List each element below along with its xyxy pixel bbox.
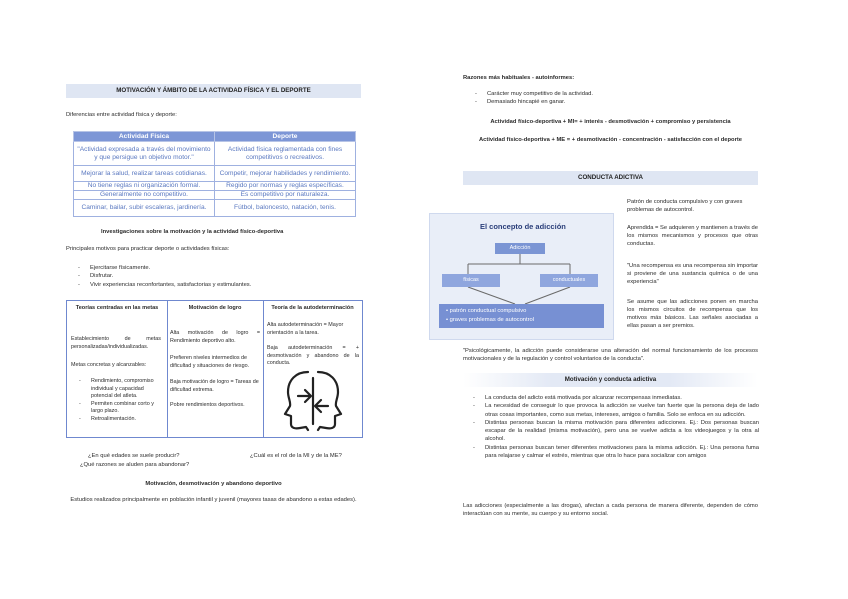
diagram-bullet-1-text: patrón conductual compulsivo <box>449 308 527 314</box>
theory-sd-p1: Alta autodeterminación = Mayor orientación a la tarea. <box>267 322 344 336</box>
list-item: - Ejercitarse físicamente. <box>78 264 358 272</box>
closing-text: Las adicciones (especialmente a las drogas), afectan a cada persona de manera diferente, dependen de cómo interactúan con su mente, su cuerpo y su entorno social. <box>463 503 758 517</box>
theory-sd-p2: Baja autodeterminación = + desmotivación y abandono de la conducta. <box>267 345 359 367</box>
theory-achievement-p2: Prefieren niveles intermedios de dificultad y situaciones de riesgo. <box>170 355 250 369</box>
table-cell: Competir, mejorar habilidades y rendimiento. <box>215 166 356 182</box>
dropout-text: Estudios realizados principalmente en población infantil y juvenil (mayores tasas de abandono a estas edades). <box>70 497 357 503</box>
comparison-table <box>73 131 356 217</box>
addiction-side-p4: Se asume que las adicciones ponen en marcha los mismos circuitos de recompensa que los motivos más básicos. Las señales asociadas a ellas pasan a ser premios. <box>627 299 758 329</box>
theory-goals-list <box>79 378 165 424</box>
motives-list <box>78 264 358 289</box>
table-cell: "Actividad expresada a través del movimiento y que persigue un objetivo motor." <box>74 142 215 166</box>
table-cell: Caminar, bailar, subir escaleras, jardinería. <box>74 200 215 217</box>
theory-goals-p1: Establecimiento de metas personalizadas/individualizadas. <box>71 336 161 350</box>
question-ages: ¿En qué edades se suele producir? <box>88 453 180 459</box>
diagram-bullet-1: • patrón conductual compulsivo <box>446 308 527 314</box>
reasons-list <box>475 90 755 107</box>
addiction-side-p2: Aprendida = Se adquieren y mantienen a través de los mismos mecanismos y procesos que otras conductas. <box>627 225 759 247</box>
theory-achievement <box>167 301 264 437</box>
section-title-addiction: CONDUCTA ADICTIVA <box>463 171 758 185</box>
motivation-addiction-heading: Motivación y conducta adictiva <box>463 373 758 387</box>
addiction-diagram <box>429 213 614 340</box>
list-item: - Rendimiento, compromiso individual y capacidad potencial del atleta. <box>79 378 165 401</box>
question-mi-me: ¿Cuál es el rol de la MI y de la ME? <box>250 453 342 459</box>
theory-achievement-title: Motivación de logro <box>188 305 242 311</box>
list-item: - La necesidad de conseguir lo que provoca la adicción se vuelve tan fuerte que la persona deja de lado otras cosas importantes, como sus metas, intereses, amigos o familia. Solo se enfoca en su adicción. <box>473 402 759 419</box>
diagram-bullet-2: • graves problemas de autocontrol <box>446 317 535 323</box>
theory-goals-p2: Metas concretas y alcanzables: <box>71 362 147 368</box>
list-item: - La conducta del adicto está motivada por alcanzar recompensas inmediatas. <box>473 394 759 402</box>
diagram-left-box: físicas <box>442 274 500 287</box>
addiction-quote: "Psicológicamente, la adicción puede considerarse una alteración del normal funcionamiento de los procesos motivacionales y de la regulación y control voluntarios de la conducta". <box>463 348 758 362</box>
section-title-motivation: MOTIVACIÓN Y ÁMBITO DE LA ACTIVIDAD FÍSICA Y EL DEPORTE <box>66 84 361 98</box>
theory-selfdetermination <box>263 301 362 437</box>
intro-text: Diferencias entre actividad física y deporte: <box>66 112 177 118</box>
table-cell: Generalmente no competitivo. <box>74 191 215 200</box>
diagram-right-box: conductuales <box>540 274 598 287</box>
table-cell: Mejorar la salud, realizar tareas cotidianas. <box>74 166 215 182</box>
diagram-center-box: Adicción <box>495 243 545 254</box>
table-cell: Regido por normas y reglas específicas. <box>215 182 356 191</box>
list-item: - Disfrutar. <box>78 272 358 280</box>
table-cell: Fútbol, baloncesto, natación, tenis. <box>215 200 356 217</box>
theories-grid <box>66 300 363 438</box>
theory-goals-title: Teorías centradas en las metas <box>75 305 159 311</box>
theory-goals <box>67 301 168 437</box>
list-item: - Carácter muy competitivo de la actividad. <box>475 90 755 98</box>
table-cell: Actividad física reglamentada con fines competitivos o recreativos. <box>215 142 356 166</box>
question-reasons: ¿Qué razones se aluden para abandonar? <box>80 462 190 468</box>
list-item: - Distintas personas buscan la misma motivación para diferentes adicciones. Ej.: Dos personas buscan escapar de la realidad (misma motivación), pero una se vuelve adicta a los videojuegos y la otra al alcohol. <box>473 419 759 444</box>
motivation-addiction-list <box>473 394 759 460</box>
theory-achievement-p1: Alta motivación de logro = Rendimiento deportivo alto. <box>170 330 260 344</box>
list-item: - Permiten combinar corto y largo plazo. <box>79 401 165 416</box>
addiction-side-p1: Patrón de conducta compulsivo y con graves problemas de autocontrol. <box>627 199 743 213</box>
formula-extrinsic: Actividad físico-deportiva + ME = + desmotivación - concentración - satisfacción con el deporte <box>478 137 743 143</box>
table-cell: No tiene reglas ni organización formal. <box>74 182 215 191</box>
dropout-heading: Motivación, desmotivación y abandono deportivo <box>145 481 282 487</box>
addiction-side-p3: "Una recompensa es una recompensa sin importar si proviene de una sustancia química o de una experiencia" <box>627 263 758 285</box>
list-item: - Distintas personas buscan tener diferentes motivaciones para la misma adicción. Ej.: Una persona fuma para relajarse y calmar el estrés, mientras que otra lo hace para socializar con amigos <box>473 444 759 461</box>
theory-achievement-p4: Pobre rendimientos deportivos. <box>170 402 245 408</box>
list-item: - Retroalimentación. <box>79 416 165 424</box>
theory-achievement-p3: Baja motivación de logro = Tareas de dificultad extrema. <box>170 379 259 393</box>
list-item: - Vivir experiencias reconfortantes, satisfactorias y estimulantes. <box>78 281 358 289</box>
diagram-bullet-2-text: graves problemas de autocontrol <box>449 317 535 323</box>
theory-selfdetermination-title: Teoría de la autodeterminación <box>271 305 354 311</box>
diagram-title: El concepto de adicción <box>480 222 566 231</box>
list-item: - Demasiado hincapié en ganar. <box>475 98 755 106</box>
header-physical-activity: Actividad Física <box>74 132 215 142</box>
two-heads-icon <box>282 368 344 432</box>
research-heading: Investigaciones sobre la motivación y la actividad físico-deportiva <box>101 229 284 235</box>
reasons-heading: Razones más habituales - autoinformes: <box>463 75 575 81</box>
motives-intro: Principales motivos para practicar deporte o actividades físicas: <box>66 246 230 252</box>
table-cell: Es competitivo por naturaleza. <box>215 191 356 200</box>
header-sport: Deporte <box>215 132 356 142</box>
formula-intrinsic: Actividad físico-deportiva + MI= + interés - desmotivación + compromiso y persistencia <box>490 119 731 125</box>
